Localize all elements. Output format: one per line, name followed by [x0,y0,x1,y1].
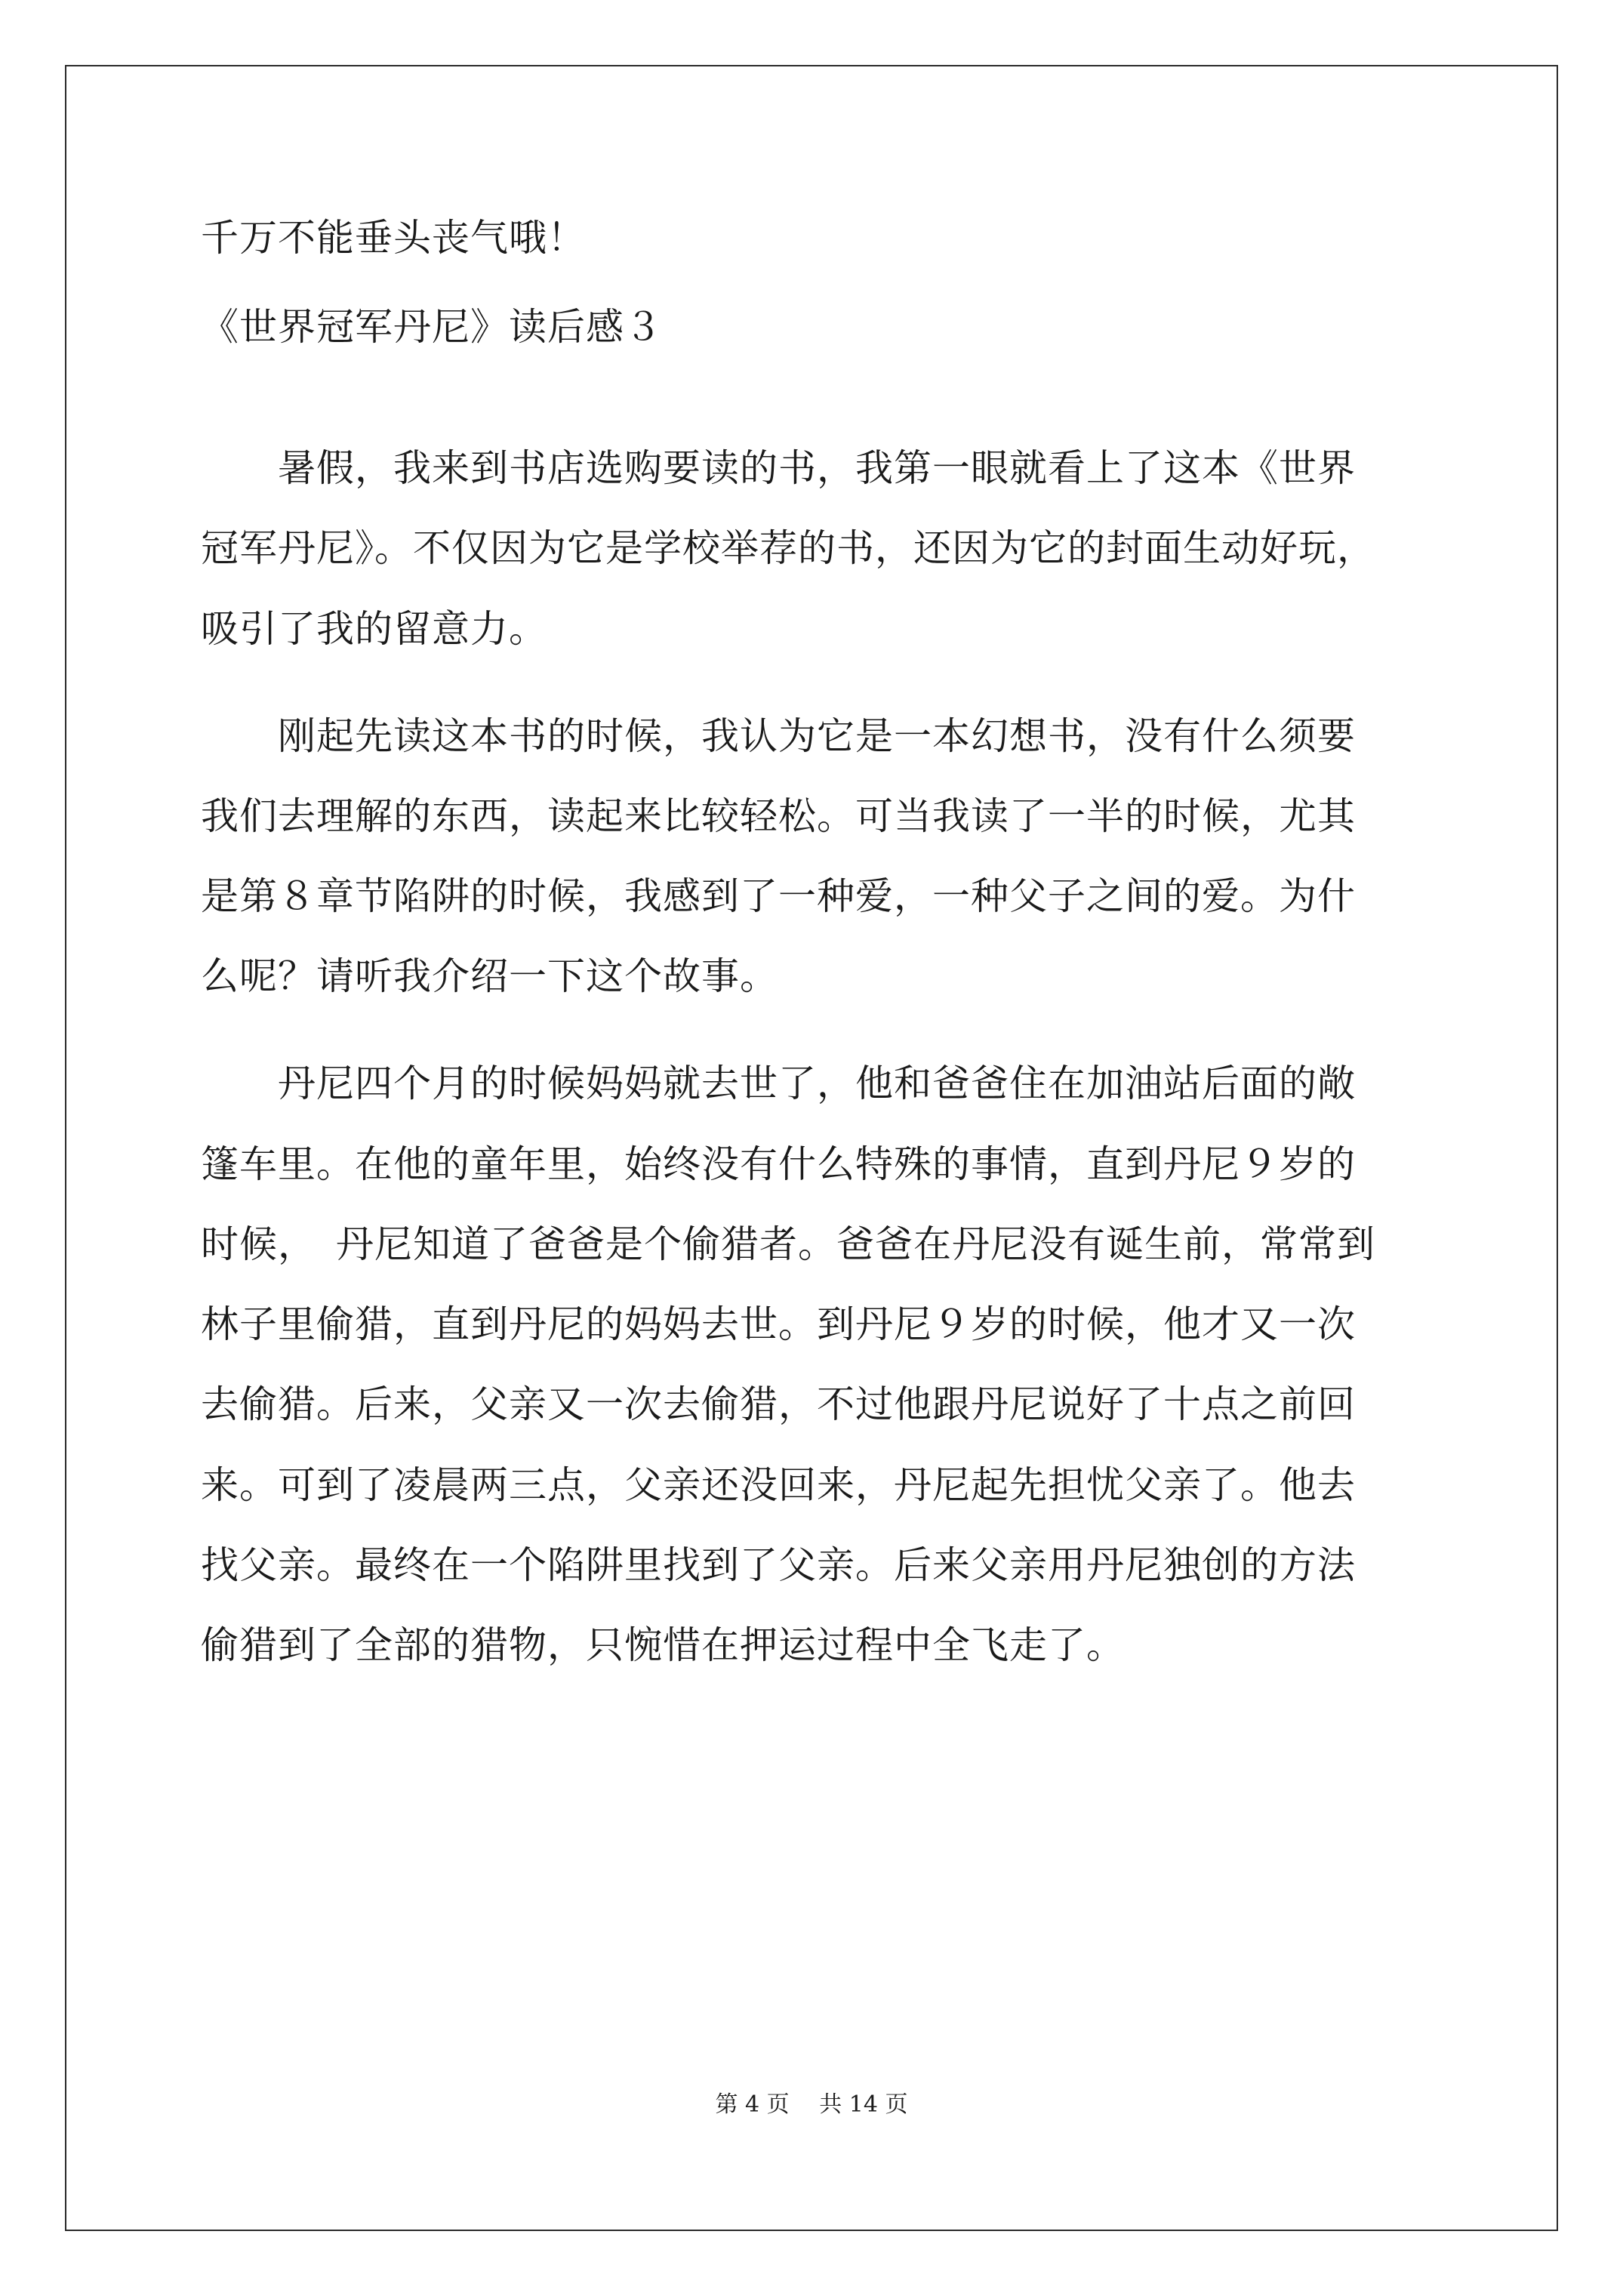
text-line: 篷车里。在他的童年里，始终没有什么特殊的事情，直到丹尼９岁的 [201,1142,1356,1186]
page-footer: 第 4 页 共 14 页 [715,2091,908,2118]
text-line: 是第８章节陷阱的时候，我感到了一种爱，一种父子之间的爱。为什 [201,874,1356,918]
text-line: 去偷猎。后来，父亲又一次去偷猎，不过他跟丹尼说好了十点之前回 [201,1382,1356,1426]
text-line: 来。可到了凌晨两三点，父亲还没回来，丹尼起先担忧父亲了。他去 [201,1463,1356,1507]
text-line: 吸引了我的留意力。 [201,607,547,651]
text-line: 林子里偷猎，直到丹尼的妈妈去世。到丹尼９岁的时候，他才又一次 [201,1302,1356,1346]
text-line: 丹尼四个月的时候妈妈就去世了，他和爸爸住在加油站后面的敞 [201,1062,1356,1105]
text-line: 找父亲。最终在一个陷阱里找到了父亲。后来父亲用丹尼独创的方法 [201,1543,1356,1587]
text-line: 暑假，我来到书店选购要读的书，我第一眼就看上了这本《世界 [201,446,1356,490]
text-line: 刚起先读这本书的时候，我认为它是一本幻想书，没有什么须要 [201,714,1356,758]
text-line: 时候， 丹尼知道了爸爸是个偷猎者。爸爸在丹尼没有诞生前，常常到 [201,1222,1375,1266]
text-line: 么呢？请听我介绍一下这个故事。 [201,954,778,998]
text-line: 偷猎到了全部的猎物，只惋惜在押运过程中全飞走了。 [201,1623,1125,1667]
essay-heading: 《世界冠军丹尼》读后感３ [201,305,663,349]
text-line: 冠军丹尼》。不仅因为它是学校举荐的书，还因为它的封面生动好玩， [201,526,1375,570]
text-line: 我们去理解的东西，读起来比较轻松。可当我读了一半的时候，尤其 [201,794,1356,838]
text-line: 千万不能垂头丧气哦！ [201,216,586,260]
